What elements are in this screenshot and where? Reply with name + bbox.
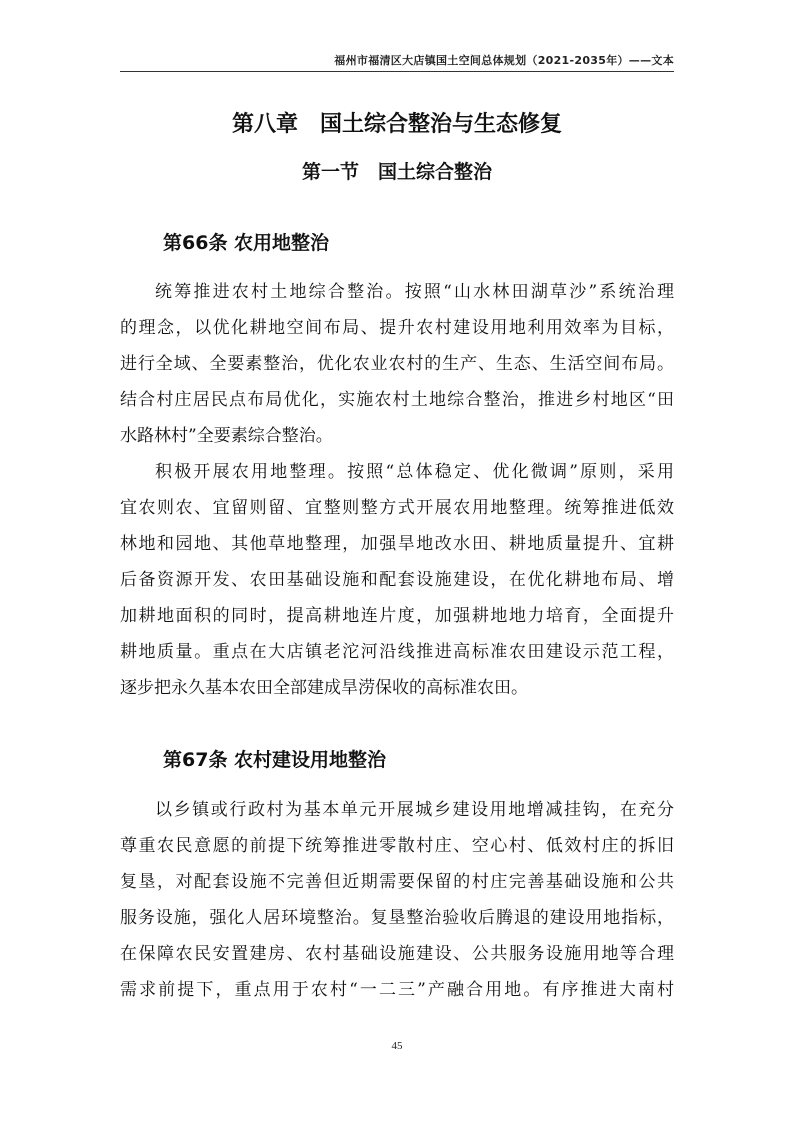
- paragraph-line: 加耕地面积的同时，提高耕地连片度，加强耕地地力培育，全面提升: [120, 606, 674, 626]
- paragraph-line: 耕地质量。重点在大店镇老沱河沿线推进高标准农田建设示范工程，: [120, 642, 674, 662]
- paragraph-line: 积极开展农用地整理。按照“总体稳定、优化微调”原则，采用: [155, 462, 674, 482]
- chapter-title: 第八章 国土综合整治与生态修复: [231, 112, 562, 137]
- paragraph-line: 后备资源开发、农田基础设施和配套设施建设，在优化耕地布局、增: [120, 570, 674, 590]
- paragraph-line: 尊重农民意愿的前提下统筹推进零散村庄、空心村、低效村庄的拆旧: [120, 836, 674, 856]
- running-header: 福州市福清区大店镇国土空间总体规划（2021-2035年）——文本: [334, 54, 674, 67]
- article-67-title: 第67条 农村建设用地整治: [163, 749, 387, 771]
- paragraph-line: 林地和园地、其他草地整理，加强旱地改水田、耕地质量提升、宜耕: [120, 534, 674, 554]
- paragraph-line: 服务设施，强化人居环境整治。复垦整治验收后腾退的建设用地指标，: [120, 908, 674, 928]
- header-divider: [120, 71, 674, 72]
- paragraph-line: 统筹推进农村土地综合整治。按照“山水林田湖草沙”系统治理: [155, 282, 674, 302]
- paragraph-line: 需求前提下，重点用于农村“一二三”产融合用地。有序推进大南村: [120, 980, 674, 1000]
- paragraph-line: 进行全域、全要素整治，优化农业农村的生产、生态、生活空间布局。: [120, 354, 674, 374]
- paragraph-line: 结合村庄居民点布局优化，实施农村土地综合整治，推进乡村地区“田: [120, 390, 674, 410]
- paragraph-line: 复垦，对配套设施不完善但近期需要保留的村庄完善基础设施和公共: [120, 872, 674, 892]
- paragraph-line: 在保障农民安置建房、农村基础设施建设、公共服务设施用地等合理: [120, 944, 674, 964]
- paragraph-line: 宜农则农、宜留则留、宜整则整方式开展农用地整理。统筹推进低效: [120, 498, 674, 518]
- paragraph-line: 逐步把永久基本农田全部建成旱涝保收的高标准农田。: [120, 678, 528, 698]
- section-title: 第一节 国土综合整治: [301, 161, 492, 183]
- paragraph-line: 的理念，以优化耕地空间布局、提升农村建设用地利用效率为目标，: [120, 318, 674, 338]
- page-number: 45: [391, 1040, 403, 1052]
- paragraph-line: 水路林村”全要素综合整治。: [120, 426, 333, 446]
- article-66-title: 第66条 农用地整治: [163, 232, 330, 254]
- paragraph-line: 以乡镇或行政村为基本单元开展城乡建设用地增减挂钩，在充分: [155, 800, 674, 820]
